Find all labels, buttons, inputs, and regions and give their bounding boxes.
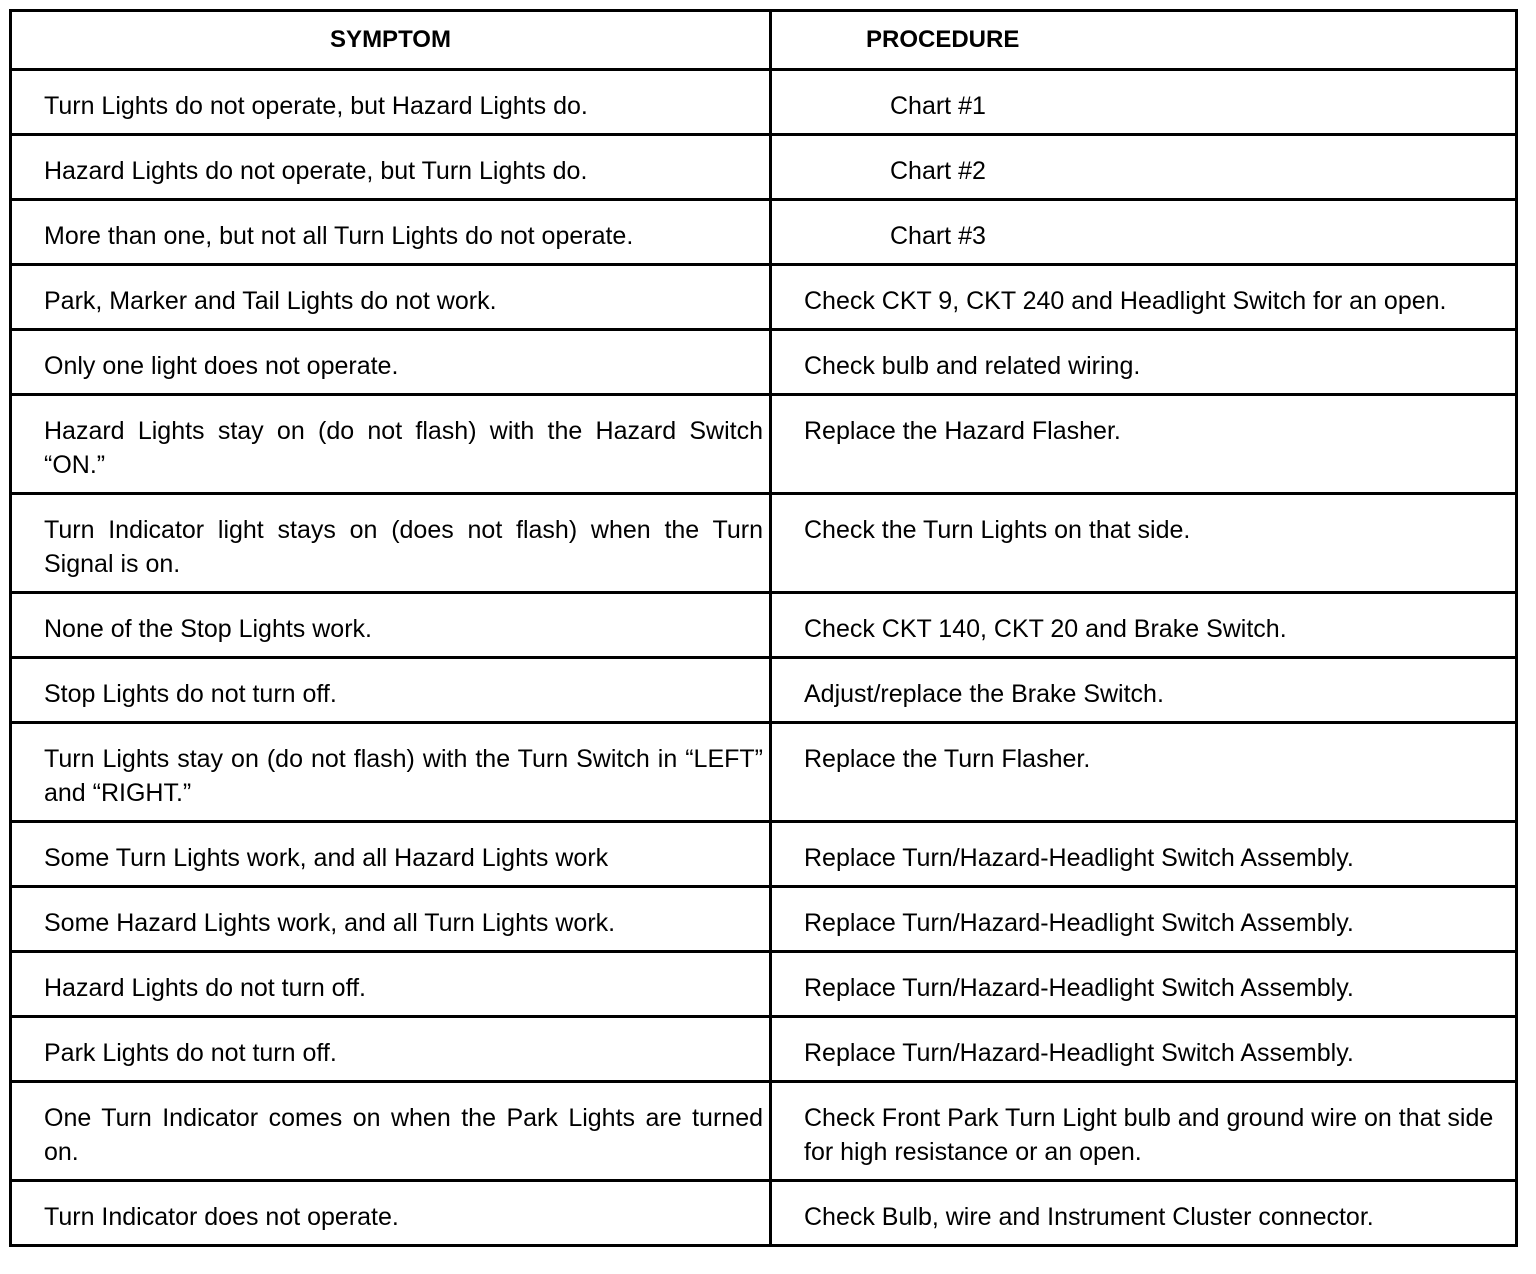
- table-header-row: [11, 11, 1517, 70]
- table-row: [11, 494, 1517, 593]
- table-row: [11, 1017, 1517, 1082]
- symptom-cell: One Turn Indicator comes on when the Park Lights are turned on.: [11, 1082, 771, 1181]
- table-row: [11, 1181, 1517, 1246]
- symptom-cell: Turn Indicator light stays on (does not flash) when the Turn Signal is on.: [11, 494, 771, 593]
- procedure-cell: Check Bulb, wire and Instrument Cluster connector.: [771, 1181, 1517, 1246]
- table-row: [11, 952, 1517, 1017]
- symptom-cell: Turn Lights do not operate, but Hazard Lights do.: [11, 70, 771, 135]
- symptom-cell: Turn Lights stay on (do not flash) with the Turn Switch in “LEFT” and “RIGHT.”: [11, 723, 771, 822]
- symptom-cell: None of the Stop Lights work.: [11, 593, 771, 658]
- procedure-cell: Check CKT 9, CKT 240 and Headlight Switch for an open.: [771, 265, 1517, 330]
- table-row: [11, 70, 1517, 135]
- table-row: [11, 822, 1517, 887]
- procedure-cell: Chart #3: [771, 200, 1517, 265]
- table-row: [11, 395, 1517, 494]
- symptom-procedure-table: [9, 9, 1518, 1247]
- procedure-column-header: PROCEDURE: [771, 11, 1517, 70]
- procedure-cell: Check Front Park Turn Light bulb and ground wire on that side for high resistance or an open.: [771, 1082, 1517, 1181]
- symptom-cell: Turn Indicator does not operate.: [11, 1181, 771, 1246]
- procedure-cell: Chart #1: [771, 70, 1517, 135]
- procedure-cell: Replace Turn/Hazard-Headlight Switch Assembly.: [771, 952, 1517, 1017]
- table-row: [11, 135, 1517, 200]
- table-row: [11, 200, 1517, 265]
- symptom-cell: Park Lights do not turn off.: [11, 1017, 771, 1082]
- procedure-cell: Adjust/replace the Brake Switch.: [771, 658, 1517, 723]
- symptom-cell: Park, Marker and Tail Lights do not work.: [11, 265, 771, 330]
- procedure-cell: Replace Turn/Hazard-Headlight Switch Assembly.: [771, 1017, 1517, 1082]
- symptom-cell: Only one light does not operate.: [11, 330, 771, 395]
- symptom-cell: Hazard Lights stay on (do not flash) with the Hazard Switch “ON.”: [11, 395, 771, 494]
- table-row: [11, 330, 1517, 395]
- table-row: [11, 658, 1517, 723]
- symptom-cell: Hazard Lights do not operate, but Turn Lights do.: [11, 135, 771, 200]
- table-row: [11, 1082, 1517, 1181]
- symptom-cell: More than one, but not all Turn Lights do not operate.: [11, 200, 771, 265]
- procedure-cell: Chart #2: [771, 135, 1517, 200]
- procedure-cell: Replace Turn/Hazard-Headlight Switch Assembly.: [771, 822, 1517, 887]
- table-row: [11, 723, 1517, 822]
- procedure-cell: Check CKT 140, CKT 20 and Brake Switch.: [771, 593, 1517, 658]
- table-row: [11, 593, 1517, 658]
- symptom-cell: Some Turn Lights work, and all Hazard Lights work: [11, 822, 771, 887]
- table-row: [11, 887, 1517, 952]
- procedure-cell: Check bulb and related wiring.: [771, 330, 1517, 395]
- table-row: [11, 265, 1517, 330]
- procedure-cell: Replace the Turn Flasher.: [771, 723, 1517, 822]
- symptom-cell: Hazard Lights do not turn off.: [11, 952, 771, 1017]
- symptom-cell: Some Hazard Lights work, and all Turn Lights work.: [11, 887, 771, 952]
- procedure-cell: Check the Turn Lights on that side.: [771, 494, 1517, 593]
- procedure-cell: Replace Turn/Hazard-Headlight Switch Assembly.: [771, 887, 1517, 952]
- symptom-column-header: SYMPTOM: [11, 11, 771, 70]
- symptom-cell: Stop Lights do not turn off.: [11, 658, 771, 723]
- procedure-cell: Replace the Hazard Flasher.: [771, 395, 1517, 494]
